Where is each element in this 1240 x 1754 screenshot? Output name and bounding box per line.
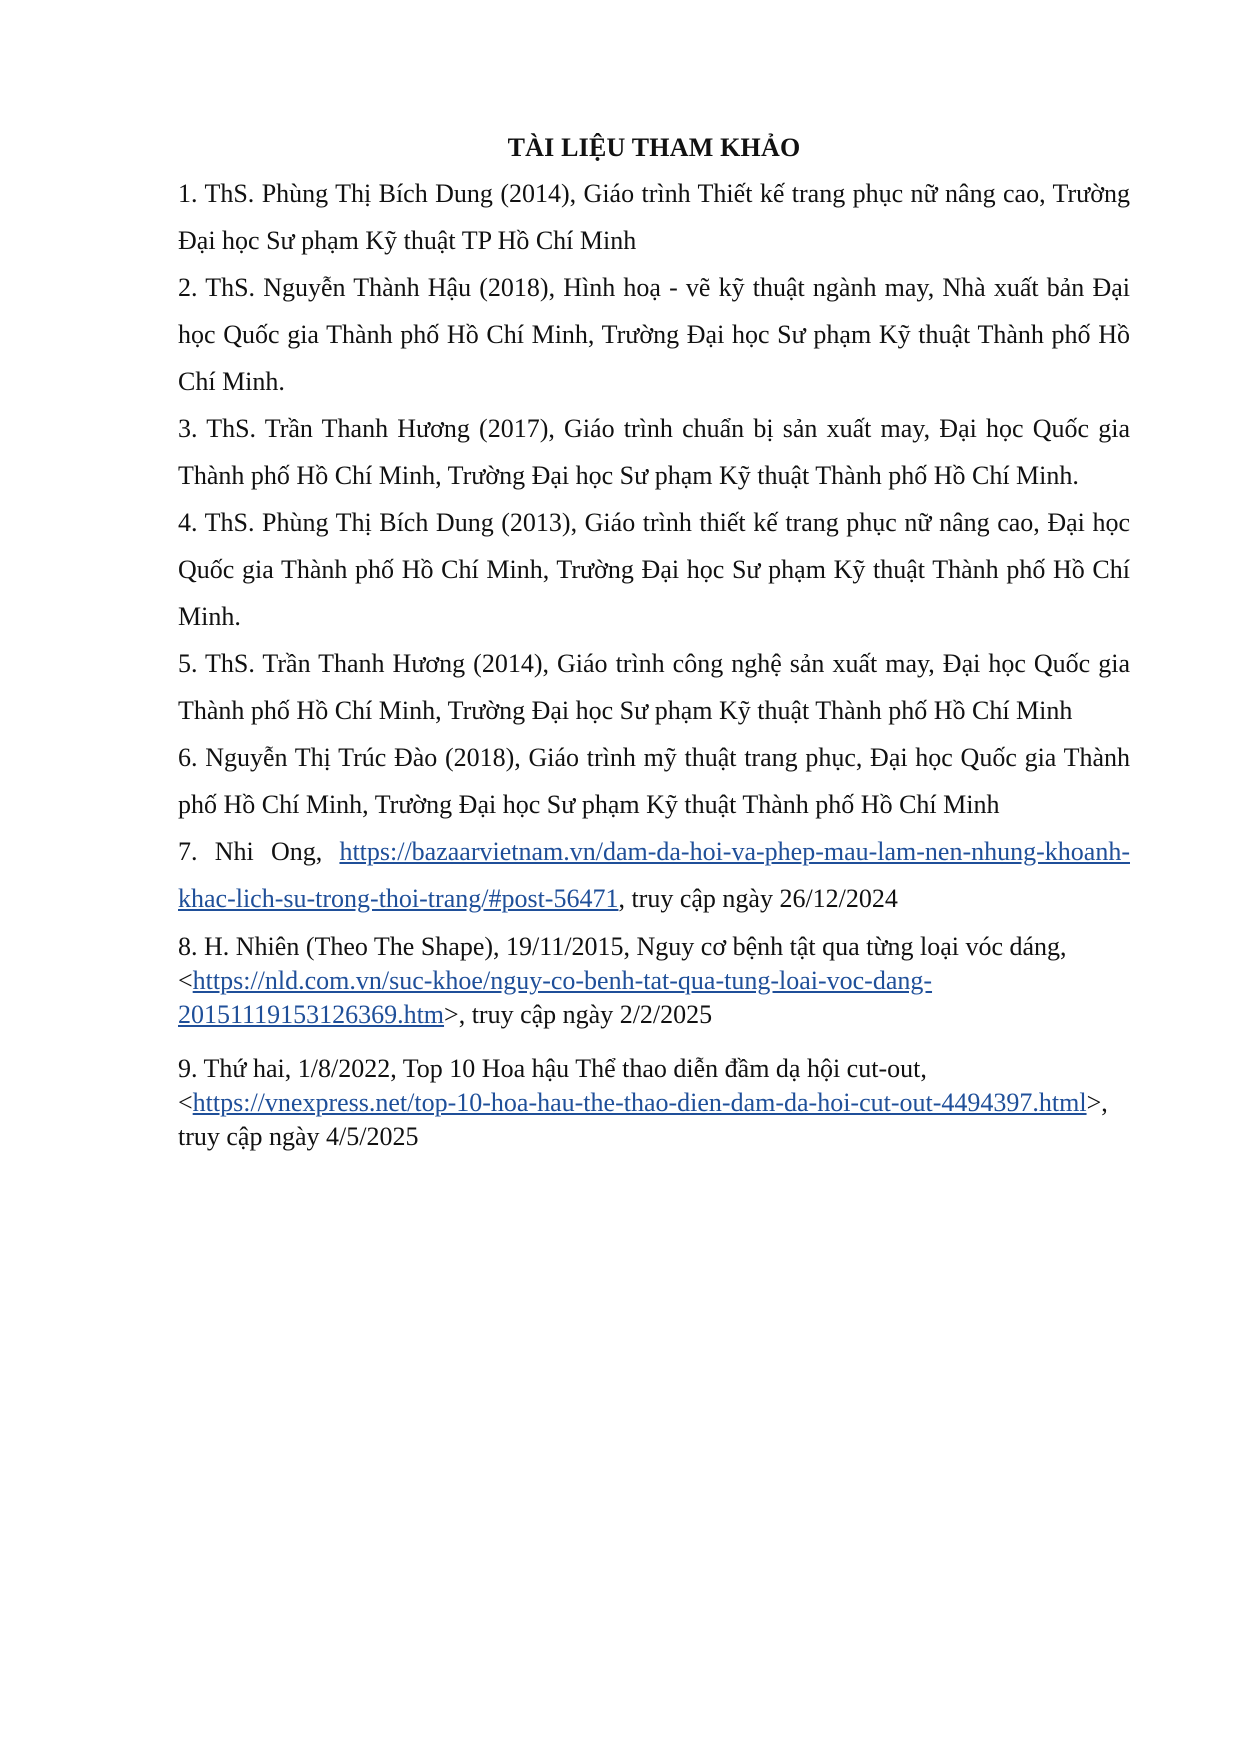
reference-item-6: 6. Nguyễn Thị Trúc Đào (2018), Giáo trình mỹ thuật trang phục, Đại học Quốc gia Thành phố Hồ Chí Minh, Trường Đại học Sư phạm Kỹ thuật Thành phố Hồ Chí Minh [178, 743, 1130, 819]
reference-item-7 [178, 828, 1130, 922]
reference-9-suffix: >, truy cập ngày 4/5/2025 [178, 1088, 1108, 1151]
reference-item-2: 2. ThS. Nguyễn Thành Hậu (2018), Hình hoạ - vẽ kỹ thuật ngành may, Nhà xuất bản Đại học Quốc gia Thành phố Hồ Chí Minh, Trường Đại học Sư phạm Kỹ thuật Thành phố Hồ Chí Minh. [178, 273, 1130, 396]
reference-item-3: 3. ThS. Trần Thanh Hương (2017), Giáo trình chuẩn bị sản xuất may, Đại học Quốc gia Thành phố Hồ Chí Minh, Trường Đại học Sư phạm Kỹ thuật Thành phố Hồ Chí Minh. [178, 414, 1130, 490]
reference-item-4: 4. ThS. Phùng Thị Bích Dung (2013), Giáo trình thiết kế trang phục nữ nâng cao, Đại học Quốc gia Thành phố Hồ Chí Minh, Trường Đại học Sư phạm Kỹ thuật Thành phố Hồ Chí Minh. [178, 508, 1130, 631]
reference-item-1: 1. ThS. Phùng Thị Bích Dung (2014), Giáo trình Thiết kế trang phục nữ nâng cao, Trường Đại học Sư phạm Kỹ thuật TP Hồ Chí Minh [178, 179, 1130, 255]
reference-item-9 [178, 1052, 1130, 1154]
reference-8-prefix: 8. H. Nhiên (Theo The Shape), 19/11/2015, Nguy cơ bệnh tật qua từng loại vóc dáng, < [178, 932, 1067, 995]
reference-7-link[interactable]: https://bazaarvietnam.vn/dam-da-hoi-va-phep-mau-lam-nen-nhung-khoanh-khac-lich-su-trong-thoi-trang/#post-56471 [178, 837, 1130, 913]
page-title: TÀI LIỆU THAM KHẢO [507, 133, 801, 162]
reference-8-link[interactable]: https://nld.com.vn/suc-khoe/nguy-co-benh-tat-qua-tung-loai-voc-dang-20151119153126369.htm [178, 966, 933, 1029]
reference-item-5: 5. ThS. Trần Thanh Hương (2014), Giáo trình công nghệ sản xuất may, Đại học Quốc gia Thành phố Hồ Chí Minh, Trường Đại học Sư phạm Kỹ thuật Thành phố Hồ Chí Minh [178, 649, 1130, 725]
reference-7-prefix: 7. Nhi Ong, [178, 837, 340, 866]
reference-9-link[interactable]: https://vnexpress.net/top-10-hoa-hau-the-thao-dien-dam-da-hoi-cut-out-4494397.html [192, 1088, 1087, 1117]
reference-9-prefix: 9. Thứ hai, 1/8/2022, Top 10 Hoa hậu Thể thao diễn đầm dạ hội cut-out, < [178, 1054, 927, 1117]
references-section [178, 128, 1130, 1174]
reference-8-suffix: >, truy cập ngày 2/2/2025 [444, 1000, 713, 1029]
reference-item-8 [178, 930, 1130, 1032]
reference-7-suffix: , truy cập ngày 26/12/2024 [618, 884, 898, 913]
